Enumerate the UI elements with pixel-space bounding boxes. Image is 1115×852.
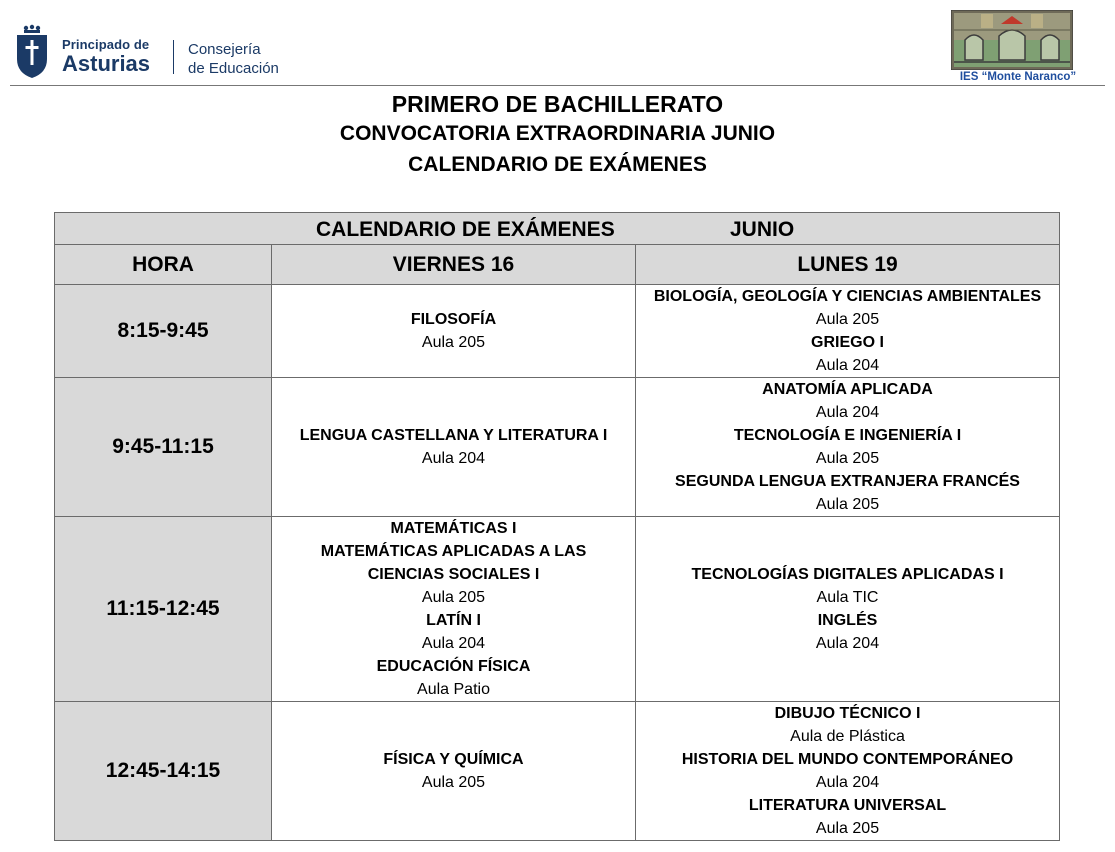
exam-subject: TECNOLOGÍA E INGENIERÍA I: [733, 427, 962, 444]
table-banner-row: [55, 213, 1060, 245]
exam-room: Aula Patio: [417, 681, 490, 698]
exam-room: Aula 204: [815, 357, 880, 374]
exam-cell: [272, 285, 636, 378]
exam-room: Aula 204: [421, 450, 486, 467]
time-slot: 11:15-12:45: [55, 517, 272, 702]
time-slot: 12:45-14:15: [55, 702, 272, 841]
exam-subject: GRIEGO I: [811, 334, 884, 351]
exam-cell: [636, 285, 1060, 378]
exam-room: Aula 204: [421, 635, 486, 652]
exam-subject: MATEMÁTICAS APLICADAS A LAS CIENCIAS SOCIALES I: [320, 543, 587, 583]
exam-room: Aula 205: [421, 774, 486, 791]
header-day1: VIERNES 16: [272, 245, 636, 285]
header-hour: HORA: [55, 245, 272, 285]
table-banner: [55, 213, 1060, 245]
header-divider: [10, 85, 1105, 86]
header-day2: LUNES 19: [636, 245, 1060, 285]
logo-divider: [173, 40, 174, 74]
document-titles: [0, 90, 1115, 180]
table-row: [55, 517, 1060, 702]
exam-subject: LITERATURA UNIVERSAL: [748, 797, 947, 814]
title-convocatoria: CONVOCATORIA EXTRAORDINARIA JUNIO: [339, 122, 776, 145]
org-name: [62, 38, 150, 75]
banner-month-label: JUNIO: [730, 217, 795, 241]
school-building-icon: [951, 10, 1073, 70]
exam-subject: SEGUNDA LENGUA EXTRANJERA FRANCÉS: [675, 473, 1020, 490]
department-line1: Consejería: [188, 41, 261, 58]
table-row: [55, 285, 1060, 378]
exam-room: Aula 205: [815, 820, 880, 837]
exam-cell: [272, 378, 636, 517]
exam-room: Aula 204: [815, 774, 880, 791]
exam-room: Aula 204: [815, 404, 880, 421]
exam-subject: LENGUA CASTELLANA Y LITERATURA I: [299, 427, 608, 444]
table-row: [55, 702, 1060, 841]
exam-schedule-table: [54, 212, 1060, 841]
exam-room: Aula de Plástica: [790, 728, 905, 745]
title-main: PRIMERO DE BACHILLERATO: [391, 91, 724, 117]
exam-subject: HISTORIA DEL MUNDO CONTEMPORÁNEO: [681, 751, 1014, 768]
table-row: [55, 378, 1060, 517]
exam-room: Aula 205: [815, 311, 880, 328]
exam-room: Aula 205: [421, 589, 486, 606]
exam-subject: MATEMÁTICAS I: [390, 520, 517, 537]
asturias-shield-icon: [15, 24, 49, 80]
exam-cell: [272, 517, 636, 702]
exam-subject: INGLÉS: [817, 612, 878, 629]
table-header-row: [55, 245, 1060, 285]
exam-room: Aula 205: [421, 334, 486, 351]
exam-subject: TECNOLOGÍAS DIGITALES APLICADAS I: [691, 566, 1004, 583]
exam-cell: [636, 702, 1060, 841]
exam-subject: BIOLOGÍA, GEOLOGÍA Y CIENCIAS AMBIENTALES: [653, 288, 1042, 305]
banner-calendar-label: CALENDARIO DE EXÁMENES: [316, 217, 615, 241]
school-logo: [945, 8, 1095, 86]
time-slot: 9:45-11:15: [55, 378, 272, 517]
exam-cell: [636, 378, 1060, 517]
org-name-line2: Asturias: [62, 51, 151, 76]
exam-subject: FILOSOFÍA: [410, 311, 497, 328]
exam-cell: [636, 517, 1060, 702]
school-name: IES “Monte Naranco”: [959, 71, 1077, 83]
title-calendario: CALENDARIO DE EXÁMENES: [408, 153, 707, 176]
exam-subject: LATÍN I: [426, 612, 481, 629]
page-header: [0, 0, 1115, 86]
exam-subject: ANATOMÍA APLICADA: [762, 381, 933, 398]
exam-subject: DIBUJO TÉCNICO I: [774, 705, 921, 722]
exam-room: Aula TIC: [816, 589, 879, 606]
exam-room: Aula 205: [815, 450, 880, 467]
exam-subject: EDUCACIÓN FÍSICA: [376, 658, 531, 675]
exam-room: Aula 204: [815, 635, 880, 652]
department-name: [188, 40, 279, 78]
exam-subject: FÍSICA Y QUÍMICA: [383, 751, 524, 768]
exam-cell: [272, 702, 636, 841]
department-line2: de Educación: [188, 60, 279, 77]
org-name-line1: Principado de: [62, 37, 150, 52]
asturias-logo: [15, 24, 305, 80]
time-slot: 8:15-9:45: [55, 285, 272, 378]
exam-room: Aula 205: [815, 496, 880, 513]
